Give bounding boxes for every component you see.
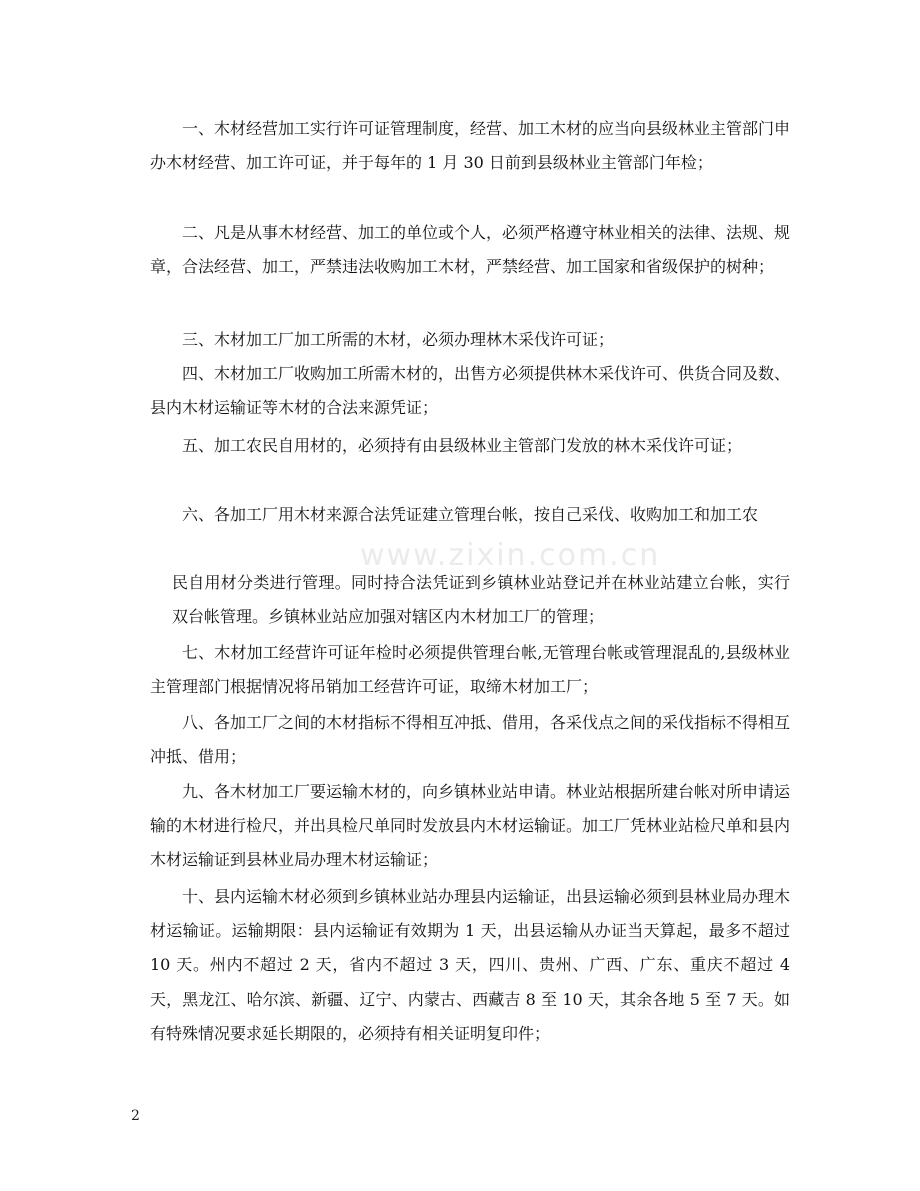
paragraph-6-continued: 民自用材分类进行管理。同时持合法凭证到乡镇林业站登记并在林业站建立台帐，实行双台帐管理。乡镇林业站应加强对辖区内木材加工厂的管理； — [172, 573, 790, 627]
paragraph-9: 九、各木材加工厂要运输木材的，向乡镇林业站申请。林业站根据所建台帐对所申请运输的木材进行检尺，并出具检尺单同时发放县内木材运输证。加工厂凭林业站检尺单和县内木材运输证到县林业局办理木材运输证； — [150, 782, 791, 870]
paragraph-7: 七、木材加工经营许可证年检时必须提供管理台帐,无管理台帐或管理混乱的,县级林业主管理部门根据情况将吊销加工经营许可证，取缔木材加工厂； — [150, 643, 790, 697]
paragraph-6: 六、各加工厂用木材来源合法凭证建立管理台帐，按自己采伐、收购加工和加工农 — [182, 505, 759, 524]
page-number: 2 — [131, 1108, 140, 1124]
paragraph-3: 三、木材加工厂加工所需的木材，必须办理林木采伐许可证； — [182, 330, 615, 349]
paragraph-10: 十、县内运输木材必须到乡镇林业站办理县内运输证，出县运输必须到县林业局办理木材运输证。运输期限：县内运输证有效期为 1 天，出县运输从办证当天算起，最多不超过 10 天。州内不超过 2 天，省内不超过 3 天，四川、贵州、广西、广东、重庆不超过 4 天，黑龙江、哈尔滨、新疆、辽宁、内蒙古、西藏吉 8 至 10 天，其余各地 5 至 7 天。如有特殊情况要求延长期限的，必须持有相关证明复印件； — [150, 887, 791, 1043]
paragraph-8: 八、各加工厂之间的木材指标不得相互冲抵、借用，各采伐点之间的采伐指标不得相互冲抵、借用； — [150, 713, 791, 767]
paragraph-4: 四、木材加工厂收购加工所需木材的，出售方必须提供林木采伐许可、供货合同及数、县内木材运输证等木材的合法来源凭证； — [150, 364, 791, 418]
paragraph-2: 二、凡是从事木材经营、加工的单位或个人，必须严格遵守林业相关的法律、法规、规章，合法经营、加工，严禁违法收购加工木材，严禁经营、加工国家和省级保护的树种； — [150, 223, 791, 277]
watermark: www.zixin.com.cn — [360, 538, 661, 573]
paragraph-1: 一、木材经营加工实行许可证管理制度，经营、加工木材的应当向县级林业主管部门申办木材经营、加工许可证，并于每年的 1 月 30 日前到县级林业主管部门年检； — [150, 119, 791, 173]
paragraph-5: 五、加工农民自用材的，必须持有由县级林业主管部门发放的林木采伐许可证； — [182, 436, 743, 455]
